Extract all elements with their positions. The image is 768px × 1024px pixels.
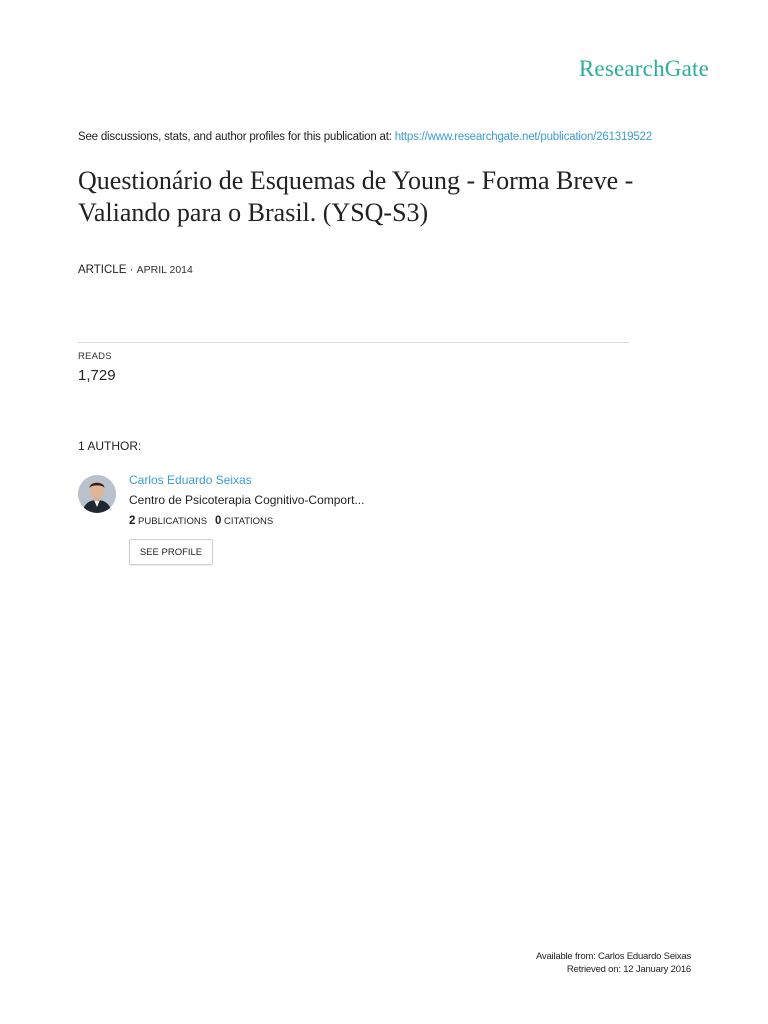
- authors-heading: 1 AUTHOR:: [78, 439, 142, 453]
- researchgate-logo[interactable]: ResearchGate: [578, 56, 709, 81]
- citations-label: CITATIONS: [224, 516, 274, 527]
- available-from: Available from: Carlos Eduardo Seixas: [535, 951, 691, 962]
- publications-count: 2: [129, 515, 136, 527]
- publication-url-link[interactable]: https://www.researchgate.net/publication/261319522: [394, 131, 652, 143]
- author-institution: Centro de Psicoterapia Cognitivo-Comport...: [129, 493, 365, 507]
- see-profile-button[interactable]: SEE PROFILE: [129, 539, 213, 565]
- publications-label: PUBLICATIONS: [138, 516, 208, 527]
- author-avatar[interactable]: [78, 475, 116, 513]
- reads-count: 1,729: [78, 367, 116, 384]
- citations-count: 0: [214, 515, 222, 527]
- author-stats: [129, 515, 273, 527]
- author-name-link[interactable]: Carlos Eduardo Seixas: [129, 473, 252, 487]
- divider: [78, 342, 629, 343]
- reads-label: READS: [78, 351, 112, 362]
- publication-title: Questionário de Esquemas de Young - Forma Breve - Valiando para o Brasil. (YSQ-S3): [78, 166, 634, 227]
- publication-date: APRIL 2014: [136, 264, 193, 276]
- meta-separator: ·: [129, 264, 134, 276]
- person-photo-icon: [78, 475, 116, 513]
- retrieved-on: Retrieved on: 12 January 2016: [566, 964, 691, 975]
- discussion-prefix: See discussions, stats, and author profiles for this publication at:: [78, 131, 392, 143]
- retrieval-footer: [536, 950, 691, 976]
- discussion-line: [78, 131, 652, 143]
- publication-type: ARTICLE: [78, 264, 127, 276]
- publication-meta: [78, 264, 193, 276]
